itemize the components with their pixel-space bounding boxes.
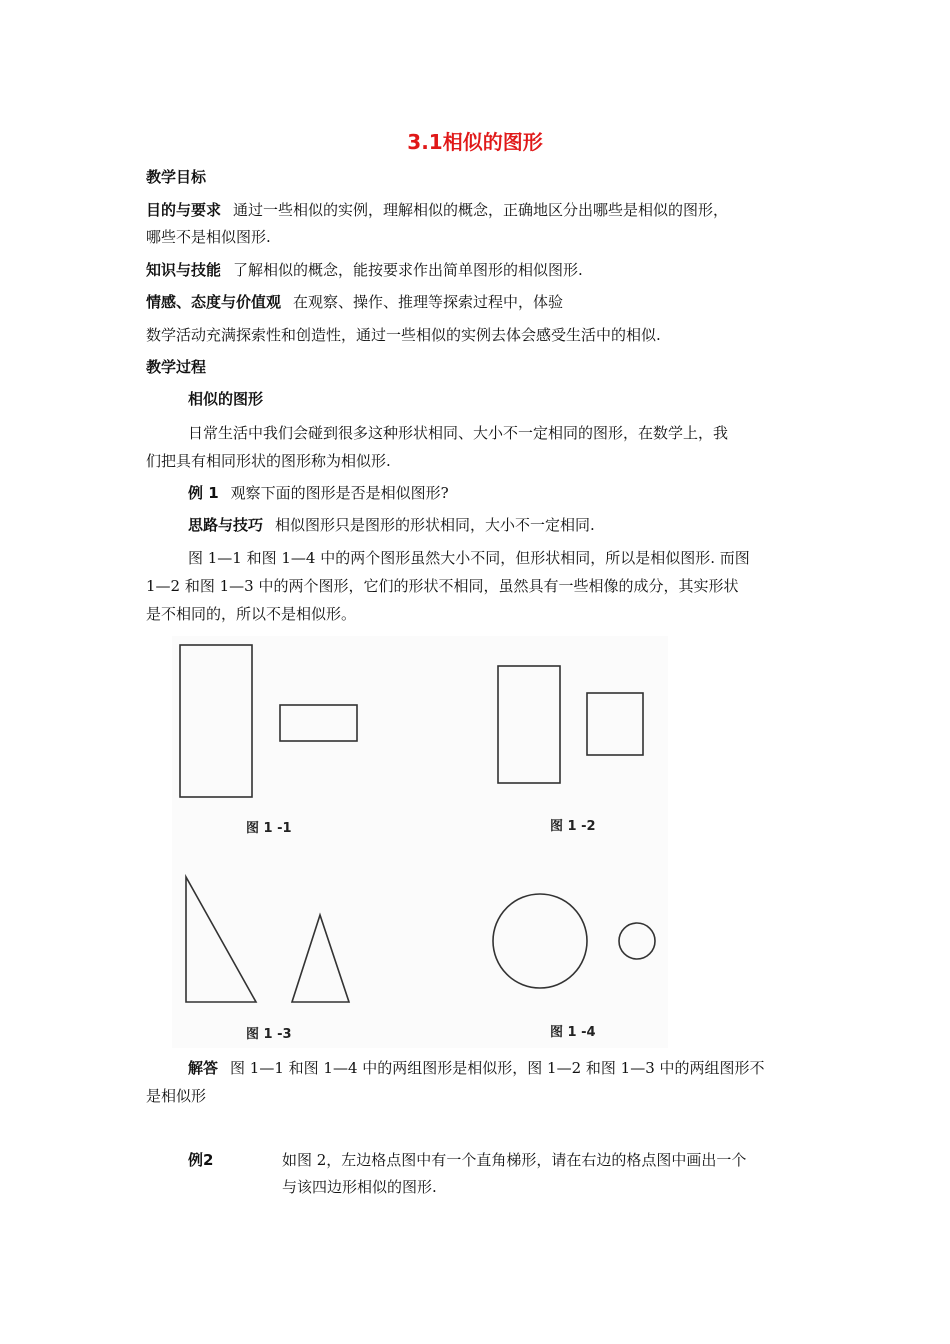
intro-text-2: 们把具有相同形状的图形称为相似形. [146, 452, 391, 470]
example2-label: 例2 [188, 1151, 214, 1169]
answer-text-2: 是相似形 [146, 1087, 207, 1105]
goal-text-1: 通过一些相似的实例，理解相似的概念，正确地区分出哪些是相似的图形， [233, 201, 729, 219]
example1-label: 例 1 [188, 484, 219, 502]
fig4-large-circle [493, 894, 587, 988]
fig4-caption: 图 1 -4 [550, 1025, 596, 1040]
fig3-caption: 图 1 -3 [246, 1027, 292, 1042]
tips-text: 相似图形只是图形的形状相同，大小不一定相同. [275, 516, 595, 534]
goal-label: 目的与要求 [146, 201, 222, 219]
example2-text-1: 如图 2，左边格点图中有一个直角梯形，请在右边的格点图中画出一个 [282, 1151, 747, 1169]
attitude-text-1: 在观察、操作、推理等探索过程中，体验 [293, 293, 564, 311]
fig3-right-triangle [186, 877, 256, 1002]
fig4-small-circle [619, 923, 655, 959]
answer-paragraph [188, 1058, 765, 1078]
objectives-heading: 教学目标 [146, 168, 207, 186]
skill-text: 了解相似的概念，能按要求作出简单图形的相似图形. [233, 261, 583, 279]
fig1-tall-rectangle [180, 645, 252, 797]
figure-svg [172, 636, 668, 1048]
example2-text-2: 与该四边形相似的图形. [282, 1178, 437, 1196]
example1-paragraph [188, 483, 449, 503]
analysis-text-2: 1—2 和图 1—3 中的两个图形，它们的形状不相同，虽然具有一些相像的成分，其实形状 [146, 577, 739, 595]
tips-paragraph [188, 515, 595, 535]
goal-text-2: 哪些不是相似图形. [146, 228, 271, 246]
fig2-caption: 图 1 -2 [550, 819, 596, 834]
fig1-small-rectangle [280, 705, 357, 741]
attitude-paragraph [146, 292, 563, 312]
fig3-isosceles-triangle [292, 915, 349, 1002]
intro-text-1: 日常生活中我们会碰到很多这种形状相同、大小不一定相同的图形，在数学上，我 [188, 424, 729, 442]
analysis-text-3: 是不相同的，所以不是相似形。 [146, 605, 357, 623]
answer-text-1: 图 1—1 和图 1—4 中的两组图形是相似形，图 1—2 和图 1—3 中的两组图形不 [230, 1059, 765, 1077]
analysis-text-1: 图 1—1 和图 1—4 中的两个图形虽然大小不同，但形状相同，所以是相似图形. 而图 [188, 549, 750, 567]
fig2-square [587, 693, 643, 755]
example1-text: 观察下面的图形是否是相似图形? [230, 484, 449, 502]
skill-label: 知识与技能 [146, 261, 222, 279]
fig1-caption: 图 1 -1 [246, 821, 292, 836]
answer-label: 解答 [188, 1059, 219, 1077]
process-heading: 教学过程 [146, 358, 207, 376]
skill-paragraph [146, 260, 583, 280]
goal-paragraph [146, 200, 728, 220]
attitude-label: 情感、态度与价值观 [146, 293, 282, 311]
section-heading: 相似的图形 [188, 390, 264, 408]
fig2-rectangle [498, 666, 560, 783]
page-title: 3.1相似的图形 [407, 130, 543, 154]
attitude-text-2: 数学活动充满探索性和创造性，通过一些相似的实例去体会感受生活中的相似. [146, 326, 661, 344]
tips-label: 思路与技巧 [188, 516, 264, 534]
figure-panel [172, 636, 668, 1048]
